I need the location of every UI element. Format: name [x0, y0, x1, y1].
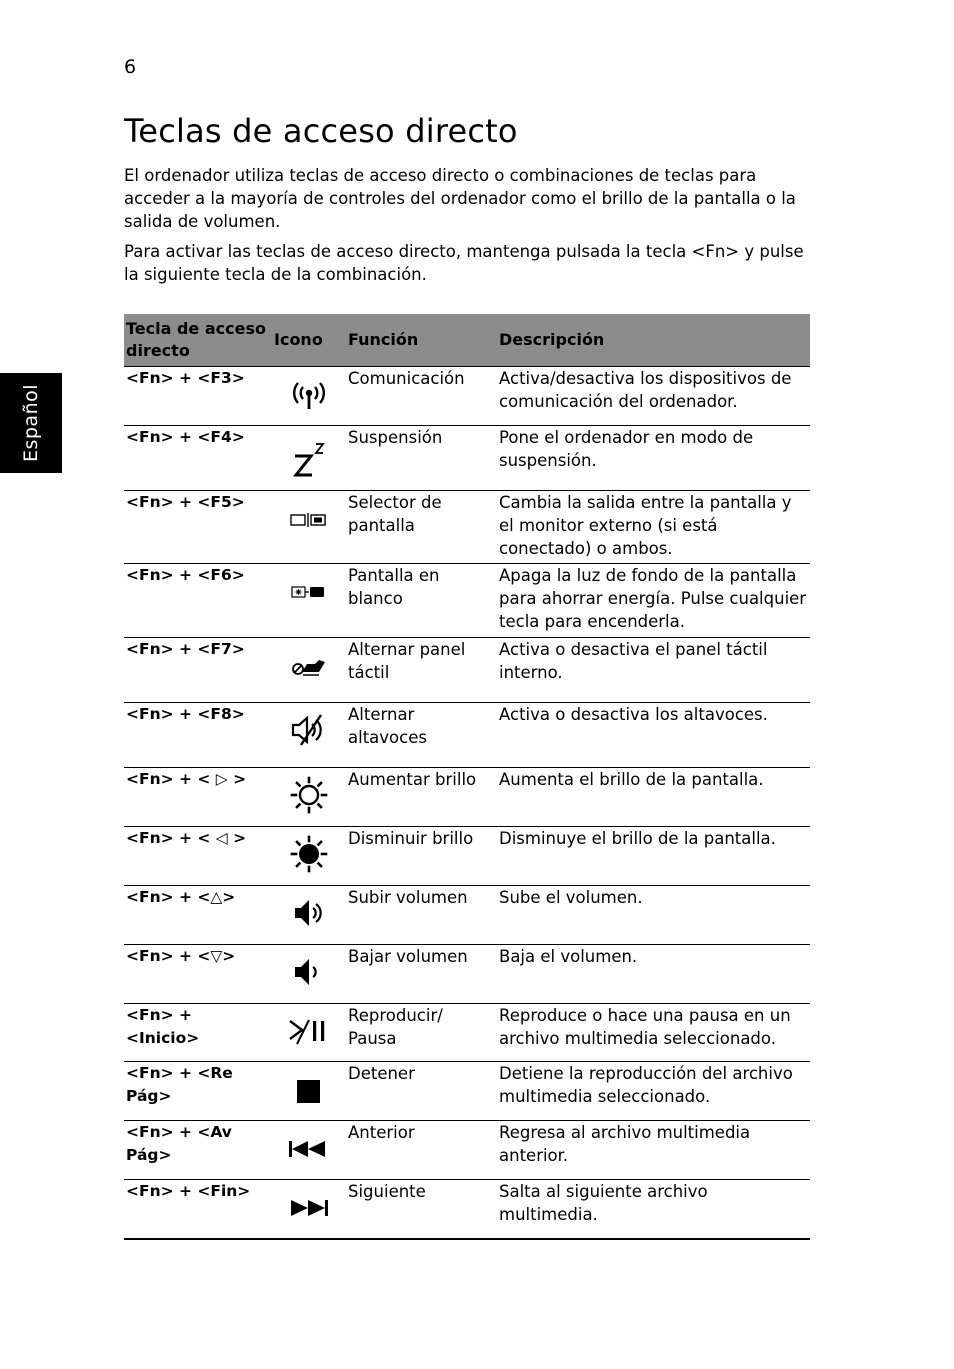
- speaker-toggle-icon: [289, 713, 329, 747]
- function-name: Pantalla en blanco: [346, 564, 497, 638]
- hotkeys-table: [124, 314, 810, 1240]
- hotkey: <Fn> + < ▷ >: [124, 768, 272, 827]
- hotkey: <Fn> + <Fin>: [124, 1180, 272, 1239]
- table-row: [124, 1121, 810, 1180]
- hotkey: <Fn> + <F7>: [124, 638, 272, 703]
- function-name: Alternar panel táctil: [346, 638, 497, 703]
- display-off-icon: [289, 584, 329, 602]
- previous-track-icon: [285, 1137, 333, 1161]
- table-row: [124, 703, 810, 768]
- function-name: Aumentar brillo: [346, 768, 497, 827]
- function-description: Regresa al archivo multimedia anterior.: [497, 1121, 810, 1180]
- display-toggle-icon: [289, 511, 329, 531]
- table-row: [124, 886, 810, 945]
- function-name: Subir volumen: [346, 886, 497, 945]
- function-description: Disminuye el brillo de la pantalla.: [497, 827, 810, 886]
- header-key: Tecla de acceso directo: [124, 314, 272, 367]
- function-description: Cambia la salida entre la pantalla y el monitor externo (si está conectado) o ambos.: [497, 491, 810, 564]
- function-name: Anterior: [346, 1121, 497, 1180]
- header-function: Función: [346, 314, 497, 367]
- hotkey: <Fn> + <Re Pág>: [124, 1062, 272, 1121]
- function-description: Baja el volumen.: [497, 945, 810, 1004]
- function-name: Disminuir brillo: [346, 827, 497, 886]
- table-row: [124, 426, 810, 491]
- next-track-icon: [285, 1196, 333, 1220]
- function-name: Selector de pantalla: [346, 491, 497, 564]
- function-description: Aumenta el brillo de la pantalla.: [497, 768, 810, 827]
- function-name: Reproducir/ Pausa: [346, 1004, 497, 1062]
- table-row: [124, 367, 810, 426]
- function-name: Comunicación: [346, 367, 497, 426]
- hotkey: <Fn> + <△>: [124, 886, 272, 945]
- table-row: [124, 1062, 810, 1121]
- table-header-row: [124, 314, 810, 367]
- page-title: Teclas de acceso directo: [124, 112, 518, 150]
- hotkey: <Fn> + < ◁ >: [124, 827, 272, 886]
- hotkey: <Fn> + <F5>: [124, 491, 272, 564]
- function-description: Reproduce o hace una pausa en un archivo multimedia seleccionado.: [497, 1004, 810, 1062]
- instruction-paragraph: Para activar las teclas de acceso directo, mantenga pulsada la tecla <Fn> y pulse la siguiente tecla de la combinación.: [124, 242, 804, 284]
- table-row: [124, 1180, 810, 1239]
- hotkey: <Fn> + <F8>: [124, 703, 272, 768]
- hotkey: <Fn> + <▽>: [124, 945, 272, 1004]
- touchpad-toggle-icon: [289, 652, 329, 680]
- language-tab: [0, 373, 62, 473]
- function-name: Bajar volumen: [346, 945, 497, 1004]
- function-description: Activa o desactiva los altavoces.: [497, 703, 810, 768]
- stop-icon: [289, 1076, 329, 1106]
- hotkey: <Fn> + <F3>: [124, 367, 272, 426]
- function-description: Pone el ordenador en modo de suspensión.: [497, 426, 810, 491]
- function-name: Siguiente: [346, 1180, 497, 1239]
- volume-up-icon: [289, 896, 329, 930]
- intro-paragraph: El ordenador utiliza teclas de acceso directo o combinaciones de teclas para acceder a la mayoría de controles del ordenador como el brillo de la pantalla o la salida de volumen.: [124, 166, 796, 231]
- brightness-up-icon: [289, 776, 329, 814]
- function-name: Detener: [346, 1062, 497, 1121]
- hotkey: <Fn> + <Av Pág>: [124, 1121, 272, 1180]
- hotkey: <Fn> + <F6>: [124, 564, 272, 638]
- sleep-icon: [289, 438, 329, 478]
- brightness-down-icon: [289, 835, 329, 873]
- table-row: [124, 945, 810, 1004]
- function-description: Sube el volumen.: [497, 886, 810, 945]
- function-name: Suspensión: [346, 426, 497, 491]
- header-icon: Icono: [272, 314, 346, 367]
- function-name: Alternar altavoces: [346, 703, 497, 768]
- table-row: [124, 638, 810, 703]
- table-row: [124, 491, 810, 564]
- language-tab-label: Español: [20, 383, 42, 463]
- volume-down-icon: [289, 955, 329, 989]
- table-row: [124, 564, 810, 638]
- function-description: Detiene la reproducción del archivo multimedia seleccionado.: [497, 1062, 810, 1121]
- page-number: 6: [124, 56, 137, 78]
- hotkey: <Fn> + <Inicio>: [124, 1004, 272, 1062]
- function-description: Activa/desactiva los dispositivos de comunicación del ordenador.: [497, 367, 810, 426]
- hotkey: <Fn> + <F4>: [124, 426, 272, 491]
- wireless-icon: [289, 379, 329, 413]
- table-row: [124, 768, 810, 827]
- header-description: Descripción: [497, 314, 810, 367]
- function-description: Salta al siguiente archivo multimedia.: [497, 1180, 810, 1239]
- function-description: Apaga la luz de fondo de la pantalla para ahorrar energía. Pulse cualquier tecla para encenderla.: [497, 564, 810, 638]
- table-row: [124, 827, 810, 886]
- function-description: Activa o desactiva el panel táctil interno.: [497, 638, 810, 703]
- table-row: [124, 1004, 810, 1062]
- play-pause-icon: [287, 1018, 331, 1046]
